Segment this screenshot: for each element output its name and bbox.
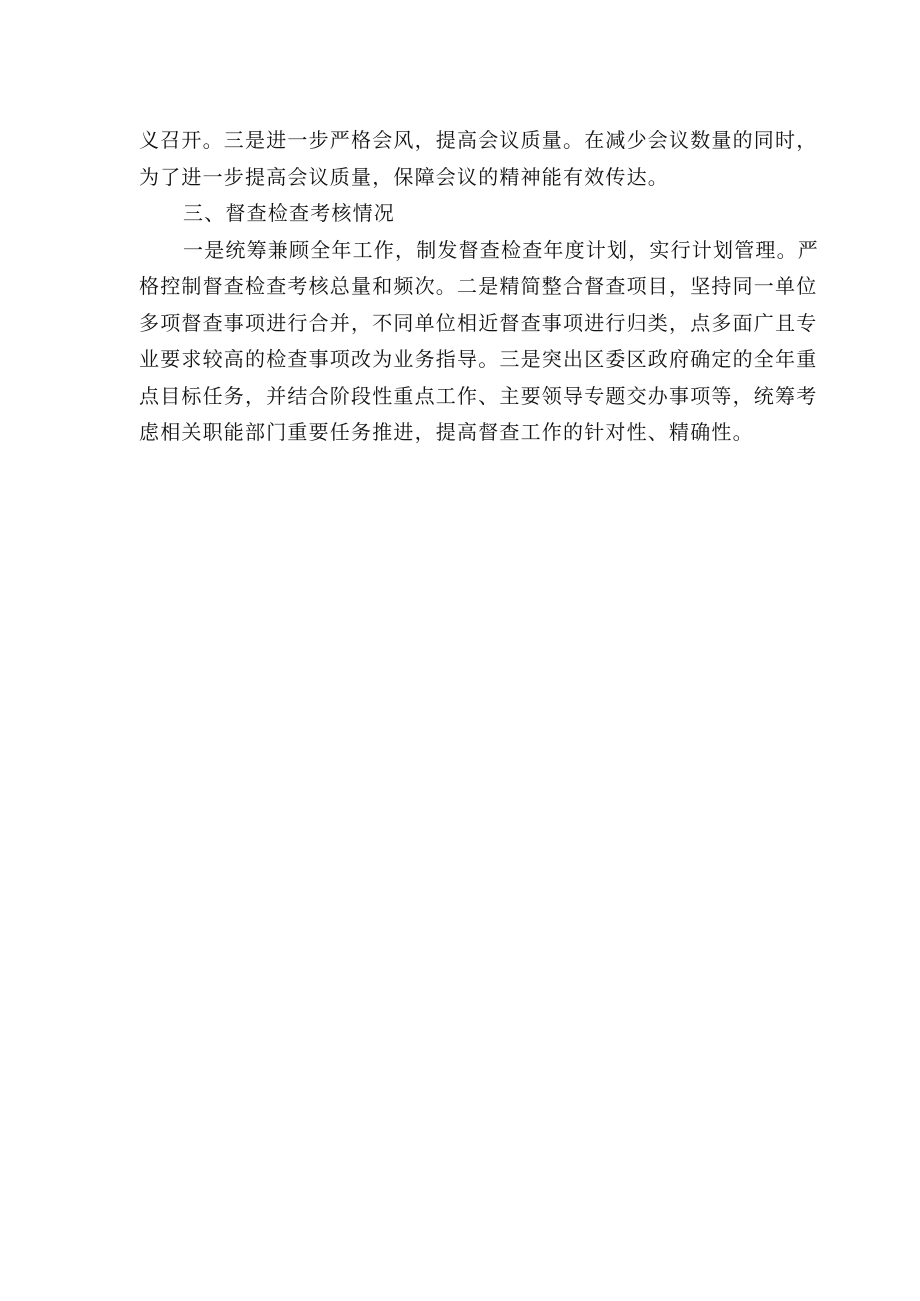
document-body <box>139 122 819 451</box>
paragraph-line: 业要求较高的检查事项改为业务指导。三是突出区委区政府确定的全年重 <box>139 347 818 371</box>
paragraph-line: 虑相关职能部门重要任务推进，提高督查工作的针对性、精确性。 <box>139 420 754 444</box>
paragraph-line: 格控制督查检查考核总量和频次。二是精简整合督查项目，坚持同一单位 <box>139 274 818 298</box>
paragraph-line: 多项督查事项进行合并，不同单位相近督查事项进行归类，点多面广且专 <box>139 310 818 335</box>
paragraph-line: 义召开。三是进一步严格会风，提高会议质量。在减少会议数量的同时， <box>139 128 818 152</box>
paragraph-continuation <box>139 122 818 195</box>
paragraph-line: 一是统筹兼顾全年工作，制发督查检查年度计划，实行计划管理。严 <box>183 237 819 262</box>
paragraph-inspection <box>139 232 819 451</box>
paragraph-line: 点目标任务，并结合阶段性重点工作、主要领导专题交办事项等，统筹考 <box>139 383 818 408</box>
paragraph-line: 为了进一步提高会议质量，保障会议的精神能有效传达。 <box>139 164 669 189</box>
section-heading: 三、督查检查考核情况 <box>183 201 395 225</box>
